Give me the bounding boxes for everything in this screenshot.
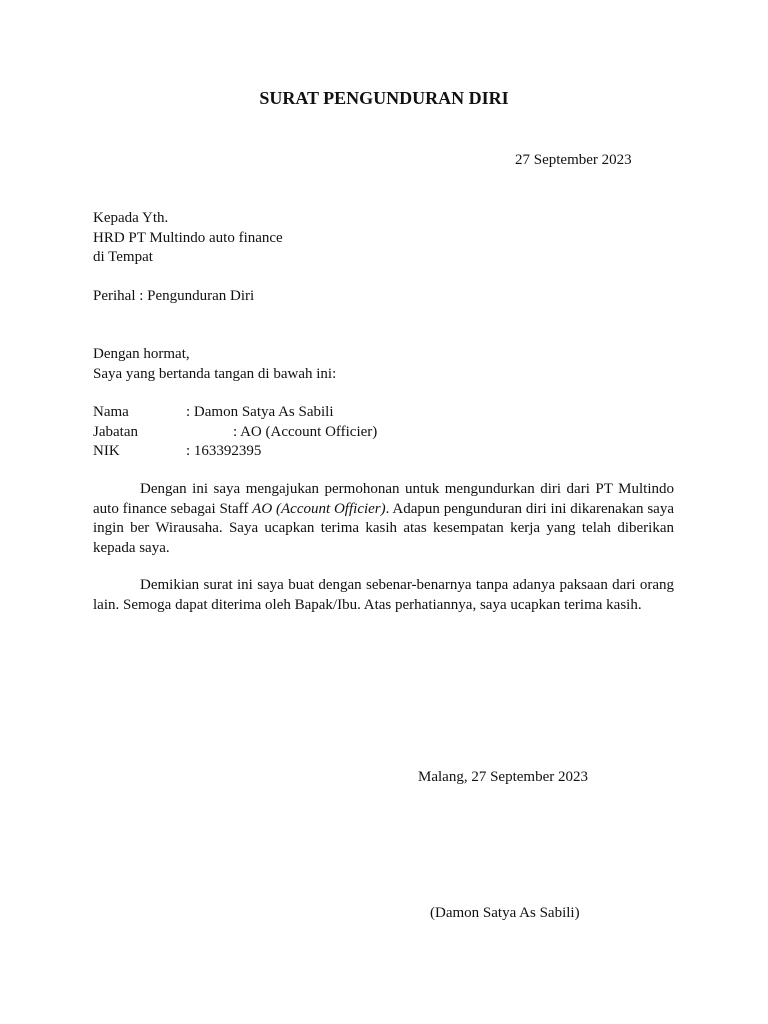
subject-line: Perihal : Pengunduran Diri: [93, 288, 255, 304]
letter-date: 27 September 2023: [515, 152, 632, 168]
identity-label: NIK: [93, 443, 120, 459]
identity-label: Nama: [93, 404, 129, 420]
paragraph-text: . Adapun pengunduran diri ini dikarenakan saya ingin ber Wirausaha. Saya ucapkan terima kasih atas kesempatan kerja yang telah diberikan kepada saya.: [93, 500, 674, 556]
identity-table: [93, 403, 473, 462]
recipient-line: Kepada Yth.: [93, 210, 169, 226]
signature-name: (Damon Satya As Sabili): [430, 905, 580, 921]
body-paragraph-1: [93, 480, 674, 558]
identity-value: : Damon Satya As Sabili: [186, 404, 334, 420]
body-paragraph-2: [93, 576, 674, 615]
recipient-block: [93, 209, 283, 268]
greeting-block: [93, 345, 336, 384]
identity-row-position: [93, 423, 473, 443]
closing-place-date: Malang, 27 September 2023: [418, 769, 588, 785]
identity-value: : 163392395: [186, 443, 262, 459]
paragraph-text: Demikian surat ini saya buat dengan sebenar-benarnya tanpa adanya paksaan dari orang lain. Semoga dapat diterima oleh Bapak/Ibu. Atas perhatiannya, saya ucapkan terima kasih.: [93, 577, 674, 613]
recipient-company: HRD PT Multindo auto finance: [93, 229, 283, 246]
identity-row-nik: [93, 442, 473, 462]
identity-value: : AO (Account Officier): [233, 423, 378, 440]
position-italic: AO (Account Officier): [252, 500, 386, 517]
letter-title: SURAT PENGUNDURAN DIRI: [259, 88, 509, 108]
paragraph-text: Dengan ini saya mengajukan permohonan untuk mengundurkan diri dari PT Multindo auto finance sebagai Staff: [93, 481, 674, 517]
identity-label: Jabatan: [93, 423, 138, 440]
recipient-location: di Tempat: [93, 249, 153, 265]
salutation: Dengan hormat,: [93, 346, 190, 362]
identity-row-name: [93, 403, 473, 423]
intro-sentence: Saya yang bertanda tangan di bawah ini:: [93, 365, 337, 382]
